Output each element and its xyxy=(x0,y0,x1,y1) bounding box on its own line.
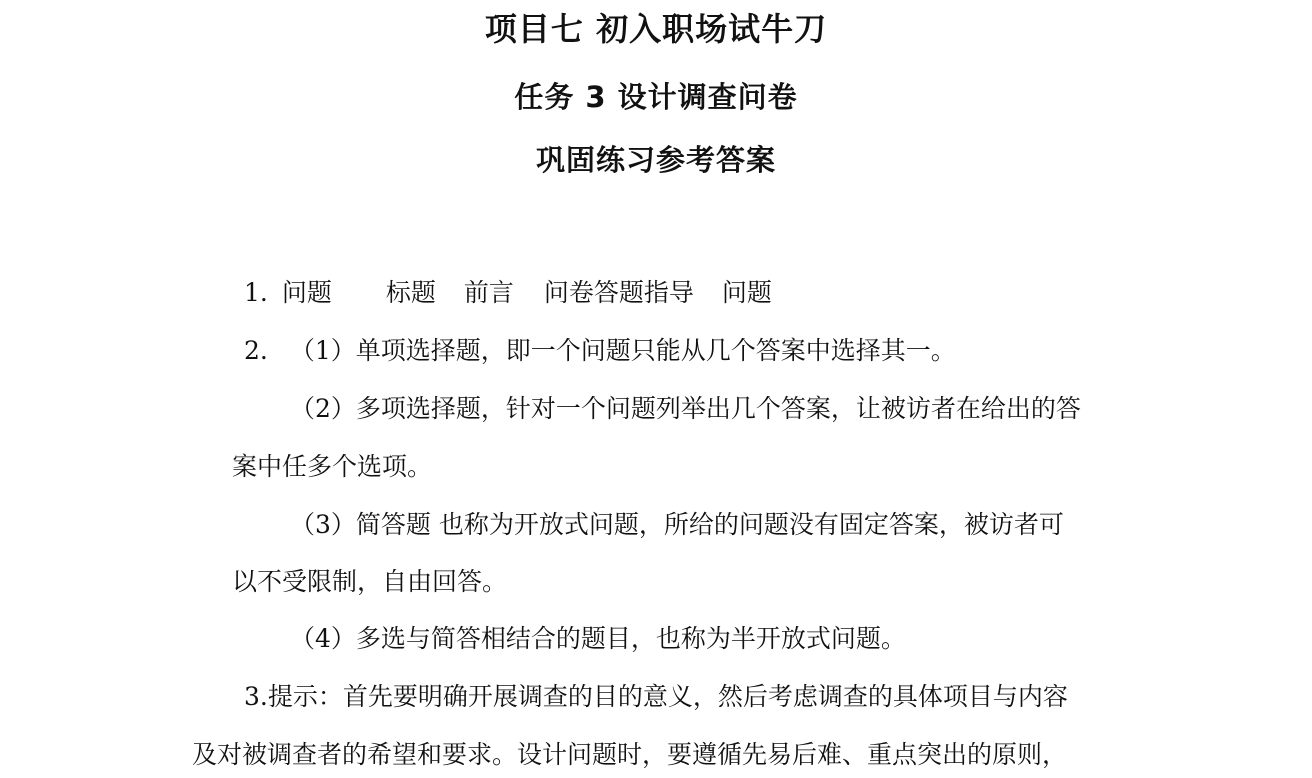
answer-2-item-2-line-2: 案中任多个选项。 xyxy=(232,452,433,481)
section-heading: 巩固练习参考答案 xyxy=(535,143,776,177)
answer-1-term: 问卷答题指导 xyxy=(543,278,694,307)
answer-3-line-2: 及对被调查者的希望和要求。设计问题时，要遵循先易后难、重点突出的原则， xyxy=(192,740,1068,769)
task-subtitle: 任务 3 设计调查问卷 xyxy=(514,80,798,114)
answer-1-number: 1. xyxy=(244,278,268,307)
answer-2-line-1 xyxy=(244,336,956,366)
document-title: 项目七 初入职场试牛刀 xyxy=(484,10,828,48)
answer-2-item-3-line-1: （3）简答题 也称为开放式问题，所给的问题没有固定答案，被访者可 xyxy=(290,510,1064,539)
answer-1-term: 问题 xyxy=(281,278,332,307)
answer-2-item-2-line-1: （2）多项选择题，针对一个问题列举出几个答案，让被访者在给出的答 xyxy=(290,394,1081,423)
answer-2-item-3-line-2: 以不受限制，自由回答。 xyxy=(232,567,508,596)
answer-2-item-4: （4）多选与简答相结合的题目，也称为半开放式问题。 xyxy=(290,624,906,653)
answer-1-line xyxy=(244,278,772,308)
answer-2-number: 2. xyxy=(244,336,268,365)
answer-2-item-1: （1）单项选择题，即一个问题只能从几个答案中选择其一。 xyxy=(289,336,956,365)
answer-1-term: 标题 xyxy=(385,278,436,307)
answer-1-term: 问题 xyxy=(721,278,772,307)
answer-1-term: 前言 xyxy=(463,278,514,307)
answer-3-line-1: 3.提示：首先要明确开展调查的目的意义，然后考虑调查的具体项目与内容 xyxy=(244,682,1068,711)
